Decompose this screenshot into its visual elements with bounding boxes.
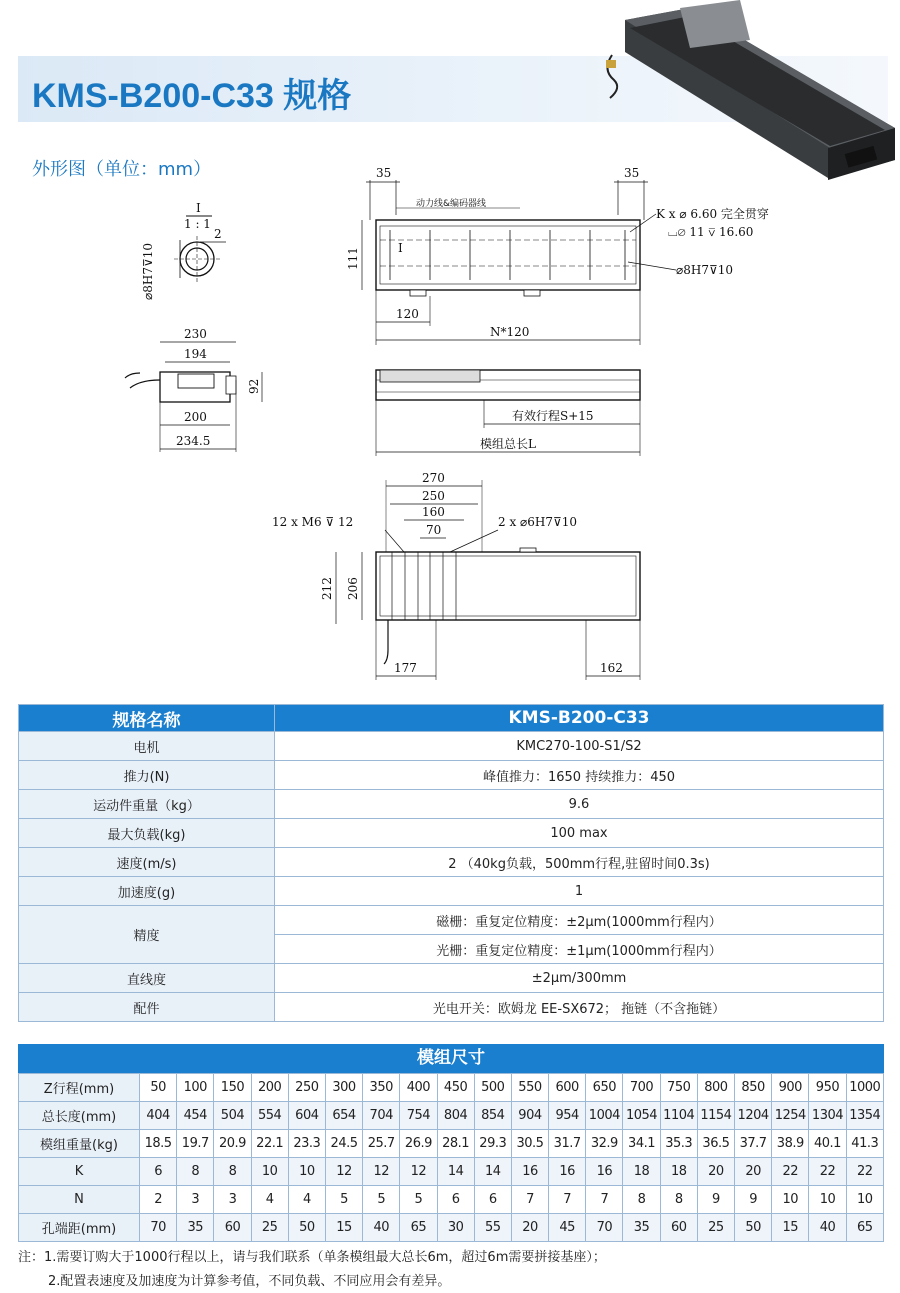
dims-cell: 65 xyxy=(400,1214,437,1242)
spec-row-max-load xyxy=(19,819,884,848)
dims-cell: 1204 xyxy=(735,1102,772,1130)
dim-250: 250 xyxy=(422,489,445,503)
dims-cell: 55 xyxy=(474,1214,511,1242)
top-view xyxy=(346,166,769,345)
dims-cell: 23.3 xyxy=(288,1130,325,1158)
dims-row-label: 孔端距(mm) xyxy=(19,1214,140,1242)
dims-row-label: 模组重量(kg) xyxy=(19,1130,140,1158)
dims-cell: 700 xyxy=(623,1074,660,1102)
dims-table-title: 模组尺寸 xyxy=(18,1044,884,1073)
dims-cell: 35 xyxy=(177,1214,214,1242)
dim-120: 120 xyxy=(396,307,419,321)
spec-row-accessories xyxy=(19,993,884,1022)
dims-cell: 28.1 xyxy=(437,1130,474,1158)
dims-cell: 800 xyxy=(697,1074,734,1102)
dims-cell: 854 xyxy=(474,1102,511,1130)
dims-cell: 654 xyxy=(325,1102,362,1130)
dims-cell: 22 xyxy=(846,1158,883,1186)
dims-cell: 38.9 xyxy=(772,1130,809,1158)
spec-value: 100 max xyxy=(275,819,884,848)
dim-35-left: 35 xyxy=(376,166,392,180)
dims-cell: 904 xyxy=(511,1102,548,1130)
dims-cell: 15 xyxy=(325,1214,362,1242)
notes xyxy=(18,1246,606,1293)
dims-cell: 70 xyxy=(140,1214,177,1242)
dims-cell: 1304 xyxy=(809,1102,846,1130)
note-2: 2.配置表速度及加速度为计算参考值，不同负载、不同应用会有差异。 xyxy=(48,1274,451,1289)
dim-92: 92 xyxy=(247,378,261,394)
dims-cell: 7 xyxy=(586,1186,623,1214)
dims-cell: 40 xyxy=(809,1214,846,1242)
spec-row-speed xyxy=(19,848,884,877)
dims-cell: 5 xyxy=(363,1186,400,1214)
dims-cell: 400 xyxy=(400,1074,437,1102)
dims-cell: 60 xyxy=(214,1214,251,1242)
dims-cell: 750 xyxy=(660,1074,697,1102)
detail-i-label: I xyxy=(196,201,201,215)
spec-value: KMC270-100-S1/S2 xyxy=(275,732,884,761)
hole-spec-2: ⌴⌀ 11 ⊽ 16.60 xyxy=(668,225,754,239)
dim-n120: N*120 xyxy=(490,325,530,339)
spec-row-precision xyxy=(19,906,884,935)
dims-cell: 6 xyxy=(474,1186,511,1214)
dims-cell: 4 xyxy=(288,1186,325,1214)
dims-cell: 250 xyxy=(288,1074,325,1102)
detail-dia-label: ⌀8H7⊽10 xyxy=(141,242,155,300)
dims-cell: 30.5 xyxy=(511,1130,548,1158)
dims-cell: 450 xyxy=(437,1074,474,1102)
spec-table xyxy=(18,704,884,1022)
dims-cell: 10 xyxy=(251,1158,288,1186)
dims-cell: 3 xyxy=(214,1186,251,1214)
dims-cell: 12 xyxy=(325,1158,362,1186)
dims-cell: 35 xyxy=(623,1214,660,1242)
dims-cell: 20 xyxy=(735,1158,772,1186)
dims-cell: 60 xyxy=(660,1214,697,1242)
dims-row-label: 总长度(mm) xyxy=(19,1102,140,1130)
dims-cell: 200 xyxy=(251,1074,288,1102)
dims-cell: 550 xyxy=(511,1074,548,1102)
dims-cell: 1354 xyxy=(846,1102,883,1130)
dims-row xyxy=(19,1186,884,1214)
spec-label: 直线度 xyxy=(19,964,275,993)
dims-cell: 25 xyxy=(251,1214,288,1242)
stroke-label: 有效行程S+15 xyxy=(512,409,594,423)
dims-cell: 8 xyxy=(177,1158,214,1186)
thread-spec: 12 x M6 ⊽ 12 xyxy=(272,515,354,529)
product-image xyxy=(606,0,895,180)
dims-cell: 604 xyxy=(288,1102,325,1130)
drawing-subtitle: 外形图（单位：mm） xyxy=(32,159,212,180)
dims-cell: 25 xyxy=(697,1214,734,1242)
dims-cell: 20.9 xyxy=(214,1130,251,1158)
dims-cell: 7 xyxy=(549,1186,586,1214)
spec-row-acceleration xyxy=(19,877,884,906)
dims-cell: 1054 xyxy=(623,1102,660,1130)
spec-header-value: KMS-B200-C33 xyxy=(275,705,884,732)
dims-cell: 18 xyxy=(660,1158,697,1186)
spec-row-straightness xyxy=(19,964,884,993)
bottom-view xyxy=(272,471,640,680)
dims-cell: 65 xyxy=(846,1214,883,1242)
dims-row xyxy=(19,1130,884,1158)
dims-cell: 35.3 xyxy=(660,1130,697,1158)
dims-cell: 9 xyxy=(735,1186,772,1214)
dims-cell: 9 xyxy=(697,1186,734,1214)
dim-200: 200 xyxy=(184,410,207,424)
dims-cell: 16 xyxy=(586,1158,623,1186)
detail-2-label: 2 xyxy=(214,227,222,241)
dims-cell: 30 xyxy=(437,1214,474,1242)
cable-note: 动力线&编码器线 xyxy=(416,199,487,209)
page-title: KMS-B200-C33 规格 xyxy=(32,77,352,115)
spec-label: 运动件重量（kg） xyxy=(19,790,275,819)
spec-label: 最大负载(kg) xyxy=(19,819,275,848)
dims-cell: 650 xyxy=(586,1074,623,1102)
dims-cell: 6 xyxy=(437,1186,474,1214)
dims-row-label: K xyxy=(19,1158,140,1186)
spec-row-force xyxy=(19,761,884,790)
spec-label: 加速度(g) xyxy=(19,877,275,906)
dims-row xyxy=(19,1158,884,1186)
dim-111: 111 xyxy=(346,247,360,270)
spec-label: 精度 xyxy=(19,906,275,964)
dims-cell: 4 xyxy=(251,1186,288,1214)
spec-header-row xyxy=(19,705,884,732)
dims-table xyxy=(18,1073,884,1242)
spec-row-moving-weight xyxy=(19,790,884,819)
dims-cell: 70 xyxy=(586,1214,623,1242)
dim-70: 70 xyxy=(426,523,442,537)
spec-value: 1 xyxy=(275,877,884,906)
dim-35-right: 35 xyxy=(624,166,640,180)
dims-cell: 10 xyxy=(288,1158,325,1186)
dims-cell: 504 xyxy=(214,1102,251,1130)
dims-cell: 16 xyxy=(549,1158,586,1186)
dims-cell: 41.3 xyxy=(846,1130,883,1158)
spec-value: 光栅：重复定位精度：±1μm(1000mm行程内） xyxy=(275,935,884,964)
dims-cell: 150 xyxy=(214,1074,251,1102)
dims-cell: 29.3 xyxy=(474,1130,511,1158)
dims-cell: 34.1 xyxy=(623,1130,660,1158)
dims-cell: 554 xyxy=(251,1102,288,1130)
dims-cell: 3 xyxy=(177,1186,214,1214)
dims-cell: 45 xyxy=(549,1214,586,1242)
dims-cell: 454 xyxy=(177,1102,214,1130)
dims-cell: 32.9 xyxy=(586,1130,623,1158)
total-label: 模组总长L xyxy=(480,437,536,451)
dim-206: 206 xyxy=(346,577,360,600)
spec-row-motor xyxy=(19,732,884,761)
pin-spec-2: 2 x ⌀6H7⊽10 xyxy=(498,515,578,529)
side-view xyxy=(376,370,640,456)
dims-row-label: N xyxy=(19,1186,140,1214)
dims-cell: 404 xyxy=(140,1102,177,1130)
dims-row xyxy=(19,1074,884,1102)
dims-cell: 600 xyxy=(549,1074,586,1102)
dims-cell: 5 xyxy=(325,1186,362,1214)
dims-cell: 850 xyxy=(735,1074,772,1102)
dim-177: 177 xyxy=(394,661,417,675)
dims-cell: 22.1 xyxy=(251,1130,288,1158)
dims-cell: 40 xyxy=(363,1214,400,1242)
dims-cell: 8 xyxy=(214,1158,251,1186)
dims-cell: 950 xyxy=(809,1074,846,1102)
dims-cell: 350 xyxy=(363,1074,400,1102)
dims-cell: 50 xyxy=(735,1214,772,1242)
dims-cell: 18 xyxy=(623,1158,660,1186)
dims-cell: 1004 xyxy=(586,1102,623,1130)
pin-spec: ⌀8H7⊽10 xyxy=(676,263,734,277)
dims-cell: 14 xyxy=(437,1158,474,1186)
dims-cell: 24.5 xyxy=(325,1130,362,1158)
dims-cell: 36.5 xyxy=(697,1130,734,1158)
dims-cell: 19.7 xyxy=(177,1130,214,1158)
dims-cell: 16 xyxy=(511,1158,548,1186)
dims-cell: 100 xyxy=(177,1074,214,1102)
dims-cell: 18.5 xyxy=(140,1130,177,1158)
dims-cell: 900 xyxy=(772,1074,809,1102)
dim-270: 270 xyxy=(422,471,445,485)
dims-cell: 12 xyxy=(363,1158,400,1186)
dims-cell: 14 xyxy=(474,1158,511,1186)
dims-cell: 1104 xyxy=(660,1102,697,1130)
dims-cell: 20 xyxy=(511,1214,548,1242)
dims-cell: 754 xyxy=(400,1102,437,1130)
dims-cell: 5 xyxy=(400,1186,437,1214)
dims-cell: 10 xyxy=(772,1186,809,1214)
dims-cell: 50 xyxy=(140,1074,177,1102)
hole-spec-1: K x ⌀ 6.60 完全贯穿 xyxy=(656,207,769,221)
note-1: 注：1.需要订购大于1000行程以上，请与我们联系（单条模组最大总长6m，超过6m需要拼接基座）； xyxy=(18,1250,606,1265)
detail-view-i xyxy=(141,201,226,300)
dims-cell: 704 xyxy=(363,1102,400,1130)
dim-194: 194 xyxy=(184,347,207,361)
dims-cell: 15 xyxy=(772,1214,809,1242)
dims-cell: 954 xyxy=(549,1102,586,1130)
dim-162: 162 xyxy=(600,661,623,675)
dims-cell: 22 xyxy=(772,1158,809,1186)
dim-160: 160 xyxy=(422,505,445,519)
spec-label: 推力(N) xyxy=(19,761,275,790)
spec-label: 配件 xyxy=(19,993,275,1022)
dims-cell: 6 xyxy=(140,1158,177,1186)
dims-cell: 1254 xyxy=(772,1102,809,1130)
spec-value: 峰值推力：1650 持续推力：450 xyxy=(275,761,884,790)
dims-cell: 7 xyxy=(511,1186,548,1214)
dims-cell: 8 xyxy=(623,1186,660,1214)
dims-cell: 12 xyxy=(400,1158,437,1186)
detail-scale-label: 1 : 1 xyxy=(184,217,211,231)
dims-row xyxy=(19,1102,884,1130)
mark-i: I xyxy=(398,241,403,255)
dims-row-label: Z行程(mm) xyxy=(19,1074,140,1102)
end-view xyxy=(125,327,262,452)
dims-cell: 10 xyxy=(846,1186,883,1214)
dims-cell: 40.1 xyxy=(809,1130,846,1158)
dims-cell: 804 xyxy=(437,1102,474,1130)
dims-cell: 8 xyxy=(660,1186,697,1214)
spec-value: 9.6 xyxy=(275,790,884,819)
dims-cell: 1000 xyxy=(846,1074,883,1102)
spec-label: 电机 xyxy=(19,732,275,761)
dims-cell: 37.7 xyxy=(735,1130,772,1158)
dim-234-5: 234.5 xyxy=(176,434,211,448)
spec-header-label: 规格名称 xyxy=(19,705,275,732)
dim-212: 212 xyxy=(320,577,334,600)
dims-cell: 26.9 xyxy=(400,1130,437,1158)
dims-cell: 10 xyxy=(809,1186,846,1214)
dim-230: 230 xyxy=(184,327,207,341)
dims-cell: 1154 xyxy=(697,1102,734,1130)
dims-cell: 22 xyxy=(809,1158,846,1186)
spec-value: 光电开关：欧姆龙 EE-SX672； 拖链（不含拖链） xyxy=(275,993,884,1022)
spec-value: 2 （40kg负载，500mm行程,驻留时间0.3s) xyxy=(275,848,884,877)
spec-value: 磁栅：重复定位精度：±2μm(1000mm行程内） xyxy=(275,906,884,935)
dims-cell: 31.7 xyxy=(549,1130,586,1158)
dims-cell: 300 xyxy=(325,1074,362,1102)
dims-cell: 2 xyxy=(140,1186,177,1214)
dims-row xyxy=(19,1214,884,1242)
dims-cell: 50 xyxy=(288,1214,325,1242)
dims-cell: 500 xyxy=(474,1074,511,1102)
dims-cell: 25.7 xyxy=(363,1130,400,1158)
dims-cell: 20 xyxy=(697,1158,734,1186)
spec-value: ±2μm/300mm xyxy=(275,964,884,993)
spec-label: 速度(m/s) xyxy=(19,848,275,877)
